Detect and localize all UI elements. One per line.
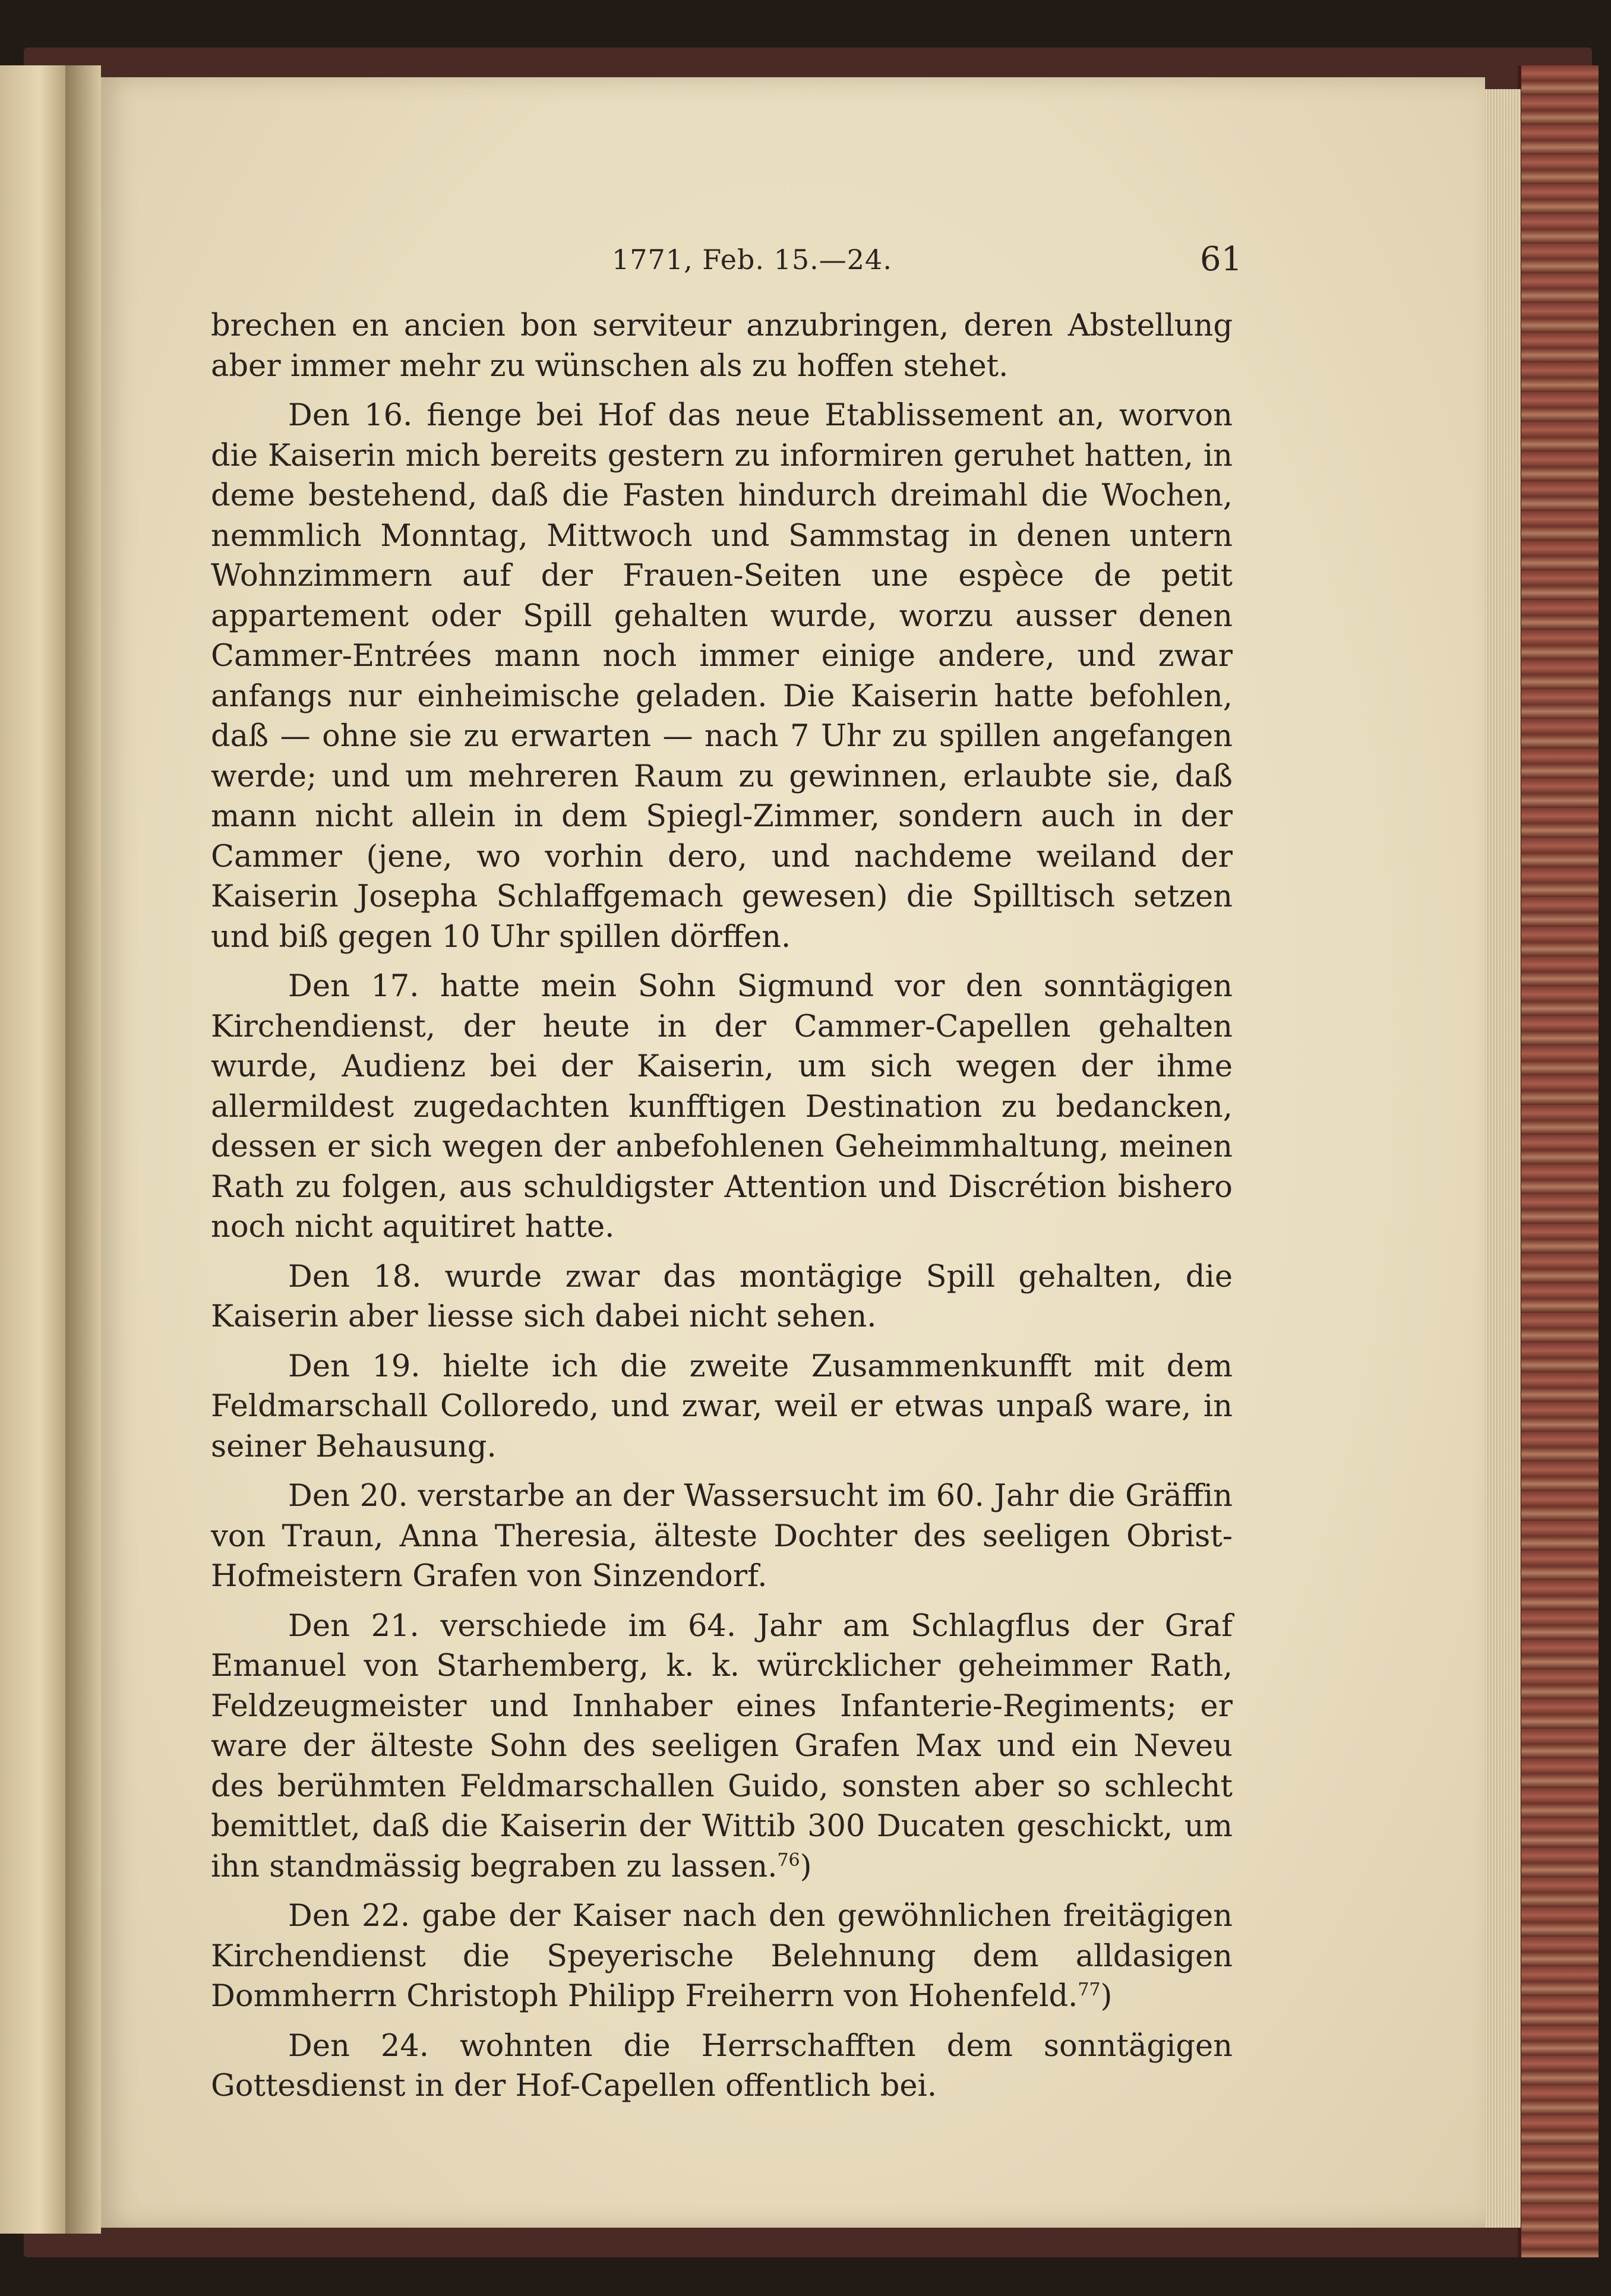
facing-page-edge (0, 65, 65, 2234)
paragraph (211, 1476, 1233, 1597)
paragraph (211, 2026, 1233, 2106)
paragraph: Den 21. verschiede im 64. Jahr am Schlagflus der Graf Emanuel von Starhemberg, k. k. würcklicher geheimmer Rath, Feldzeugmeister und Innhaber eines Infanterie-Regiments; er ware der älteste Sohn des seeligen Grafen Max und ein Neveu des berühmten Feldmarschallen Guido, sonsten aber so schlecht bemittlet, daß die Kaiserin der Wittib 300 Ducaten geschickt, um ihn standmässig begraben zu lassen.$^{76}$) (211, 1608, 1233, 1884)
paragraph: Den 22. gabe der Kaiser nach den gewöhnlichen freitägigen Kirchendienst die Speyerische Belehnung dem alldasigen Dommherrn Christoph Philipp Freiherrn von Hohenfeld.$^{77}$) (211, 1899, 1233, 2014)
book-spine (1518, 65, 1599, 2257)
paragraph-text: Den 16. fienge bei Hof das neue Etablissement an, worvon die Kaiserin mich bereits gestern zu informiren geruhet hatten, in deme bestehend, daß die Fasten hindurch dreimahl die Wochen, nemmlich Monntag, Mittwoch und Sammstag in denen untern Wohnzimmern auf der Frauen-Seiten une espèce de petit appartement oder Spill gehalten wurde, worzu ausser denen Cammer-Entrées mann noch immer einige andere, und zwar anfangs nur einheimische geladen. Die Kaiserin hatte befohlen, daß — ohne sie zu erwarten — nach 7 Uhr zu spillen angefangen werde; und um mehreren Raum zu gewinnen, erlaubte sie, daß mann nicht allein in dem Spiegl-Zimmer, sondern auch in der Cammer (jene, wo vorhin dero, und nachdeme weiland der Kaiserin Josepha Schlaffgemach gewesen) die Spilltisch setzen und biß gegen 10 Uhr spillen dörffen. (211, 398, 1233, 955)
paragraph-text: Den 24. wohnten die Herrschafften dem sonntägigen Gottesdienst in der Hof-Capellen offentlich bei. (211, 2028, 1233, 2104)
paragraph (211, 396, 1233, 957)
paragraph (211, 306, 1233, 386)
paragraph-text: Den 18. wurde zwar das montägige Spill gehalten, die Kaiserin aber liesse sich dabei nicht sehen. (211, 1259, 1233, 1334)
page-gutter (65, 65, 101, 2234)
paragraph (211, 967, 1233, 1248)
paragraph-text: Den 17. hatte mein Sohn Sigmund vor den sonntägigen Kirchendienst, der heute in der Cammer-Capellen gehalten wurde, Audienz bei der Kaiserin, um sich wegen der ihme allermildest zugedachten kunfftigen Destination zu bedancken, dessen er sich wegen der anbefohlenen Geheimmhaltung, meinen Rath zu folgen, aus schuldigster Attention und Discrétion bishero noch nicht aquitiret hatte. (211, 969, 1233, 1245)
footnote-ref: 77 (1078, 1979, 1101, 2000)
footnote-ref: 76 (777, 1849, 800, 1871)
paragraph (211, 1347, 1233, 1467)
paragraph-text: Den 22. gabe der Kaiser nach den gewöhnlichen freitägigen Kirchendienst die Speyerische Belehnung dem alldasigen Dommherrn Christoph Philipp Freiherrn von Hohenfeld. (211, 1899, 1233, 2014)
body-text (211, 306, 1233, 2116)
paragraph-text: brechen en ancien bon serviteur anzubringen, deren Abstellung aber immer mehr zu wünschen als zu hoffen stehet. (211, 308, 1233, 384)
running-head: 1771, Feb. 15.—24. (612, 244, 892, 276)
paragraph-text: Den 19. hielte ich die zweite Zusammenkunfft mit dem Feldmarschall Colloredo, und zwar, weil er etwas unpaß ware, in seiner Behausung. (211, 1348, 1233, 1464)
paragraph-text: Den 21. verschiede im 64. Jahr am Schlagflus der Graf Emanuel von Starhemberg, k. k. würcklicher geheimmer Rath, Feldzeugmeister und Innhaber eines Infanterie-Regiments; er ware der älteste Sohn des seeligen Grafen Max und ein Neveu des berühmten Feldmarschallen Guido, sonsten aber so schlecht bemittlet, daß die Kaiserin der Wittib 300 Ducaten geschickt, um ihn standmässig begraben zu lassen. (211, 1608, 1233, 1884)
page-number: 61 (1200, 240, 1243, 279)
paragraph-text: Den 20. verstarbe an der Wassersucht im 60. Jahr die Gräffin von Traun, Anna Theresia, älteste Dochter des seeligen Obrist-Hofmeistern Grafen von Sinzendorf. (211, 1479, 1233, 1594)
page-edges-stack (1479, 89, 1521, 2228)
paragraph (211, 1257, 1233, 1337)
